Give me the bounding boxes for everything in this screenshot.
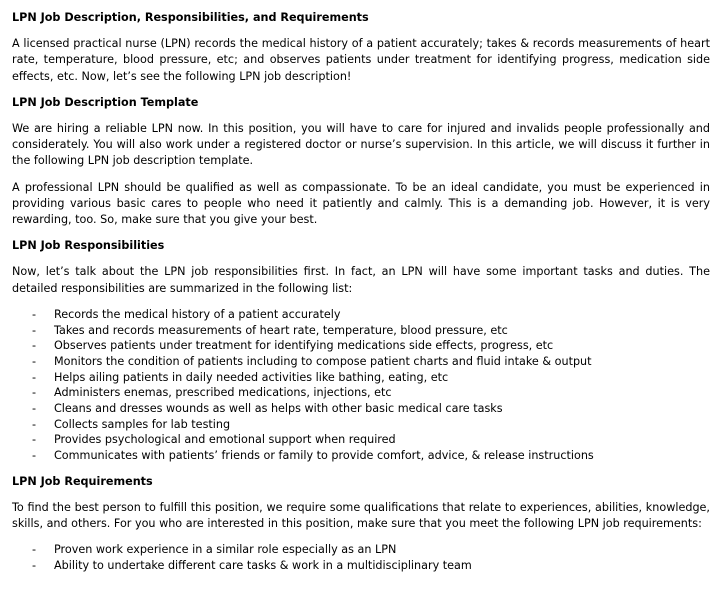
dash-bullet: - (32, 449, 37, 463)
list-item-text: Ability to undertake different care tasks & work in a multidisciplinary team (54, 559, 472, 573)
template-paragraph-1: We are hiring a reliable LPN now. In this position, you will have to care for injured and invalids people professionally and considerately. You will also work under a registered doctor or nurse’s supervision. In this article, we will discuss it further in the following LPN job description template. (12, 122, 710, 168)
document (12, 10, 710, 584)
list-item (12, 542, 710, 558)
list-item (12, 307, 710, 323)
list-item-text: Monitors the condition of patients including to compose patient charts and fluid intake & output (54, 354, 592, 368)
requirements-intro: To find the best person to fulfill this position, we require some qualifications that relate to experiences, abilities, knowledge, skills, and others. For you who are interested in this position, make sure that you meet the following LPN job requirements: (12, 501, 710, 531)
list-item (12, 401, 710, 417)
template-heading: LPN Job Description Template (12, 95, 199, 109)
responsibilities-list (12, 307, 710, 464)
intro-paragraph: A licensed practical nurse (LPN) records the medical history of a patient accurately; takes & records measurements of heart rate, temperature, blood pressure, etc; and observes patients under treatment for identifying progress, medication side effects, etc. Now, let’s see the following LPN job description! (12, 37, 710, 83)
list-item (12, 338, 710, 354)
list-item (12, 354, 710, 370)
dash-bullet: - (32, 417, 37, 431)
list-item-text: Administers enemas, prescribed medications, injections, etc (54, 386, 392, 400)
dash-bullet: - (32, 386, 37, 400)
list-item-text: Records the medical history of a patient accurately (54, 307, 341, 321)
template-paragraph-2: A professional LPN should be qualified as well as compassionate. To be an ideal candidate, you must be experienced in providing various basic cares to people who need it patiently and calmly. This is a demanding job. However, it is very rewarding, too. So, make sure that you give your best. (12, 180, 710, 227)
dash-bullet: - (32, 339, 37, 353)
list-item-text: Proven work experience in a similar role especially as an LPN (54, 543, 397, 557)
document-title: LPN Job Description, Responsibilities, and Requirements (12, 11, 369, 24)
responsibilities-heading: LPN Job Responsibilities (12, 239, 165, 253)
list-item (12, 432, 710, 448)
list-item (12, 370, 710, 386)
dash-bullet: - (32, 543, 37, 557)
dash-bullet: - (32, 307, 37, 321)
dash-bullet: - (32, 433, 37, 447)
dash-bullet: - (32, 323, 37, 337)
responsibilities-intro: Now, let’s talk about the LPN job responsibilities first. In fact, an LPN will have some important tasks and duties. The detailed responsibilities are summarized in the following list: (12, 265, 710, 295)
dash-bullet: - (32, 370, 37, 384)
list-item (12, 323, 710, 339)
list-item (12, 448, 710, 464)
list-item-text: Helps ailing patients in daily needed activities like bathing, eating, etc (54, 370, 449, 384)
list-item-text: Collects samples for lab testing (54, 417, 231, 431)
list-item-text: Communicates with patients’ friends or family to provide comfort, advice, & release instructions (54, 449, 594, 463)
list-item-text: Cleans and dresses wounds as well as helps with other basic medical care tasks (54, 402, 503, 416)
list-item (12, 385, 710, 401)
dash-bullet: - (32, 402, 37, 416)
dash-bullet: - (32, 354, 37, 368)
dash-bullet: - (32, 559, 37, 573)
list-item-text: Provides psychological and emotional support when required (54, 433, 396, 447)
list-item (12, 417, 710, 433)
list-item-text: Takes and records measurements of heart rate, temperature, blood pressure, etc (54, 323, 508, 337)
list-item-text: Observes patients under treatment for identifying medications side effects, progress, etc (54, 339, 554, 353)
requirements-list (12, 542, 710, 573)
requirements-heading: LPN Job Requirements (12, 474, 153, 488)
list-item (12, 558, 710, 574)
